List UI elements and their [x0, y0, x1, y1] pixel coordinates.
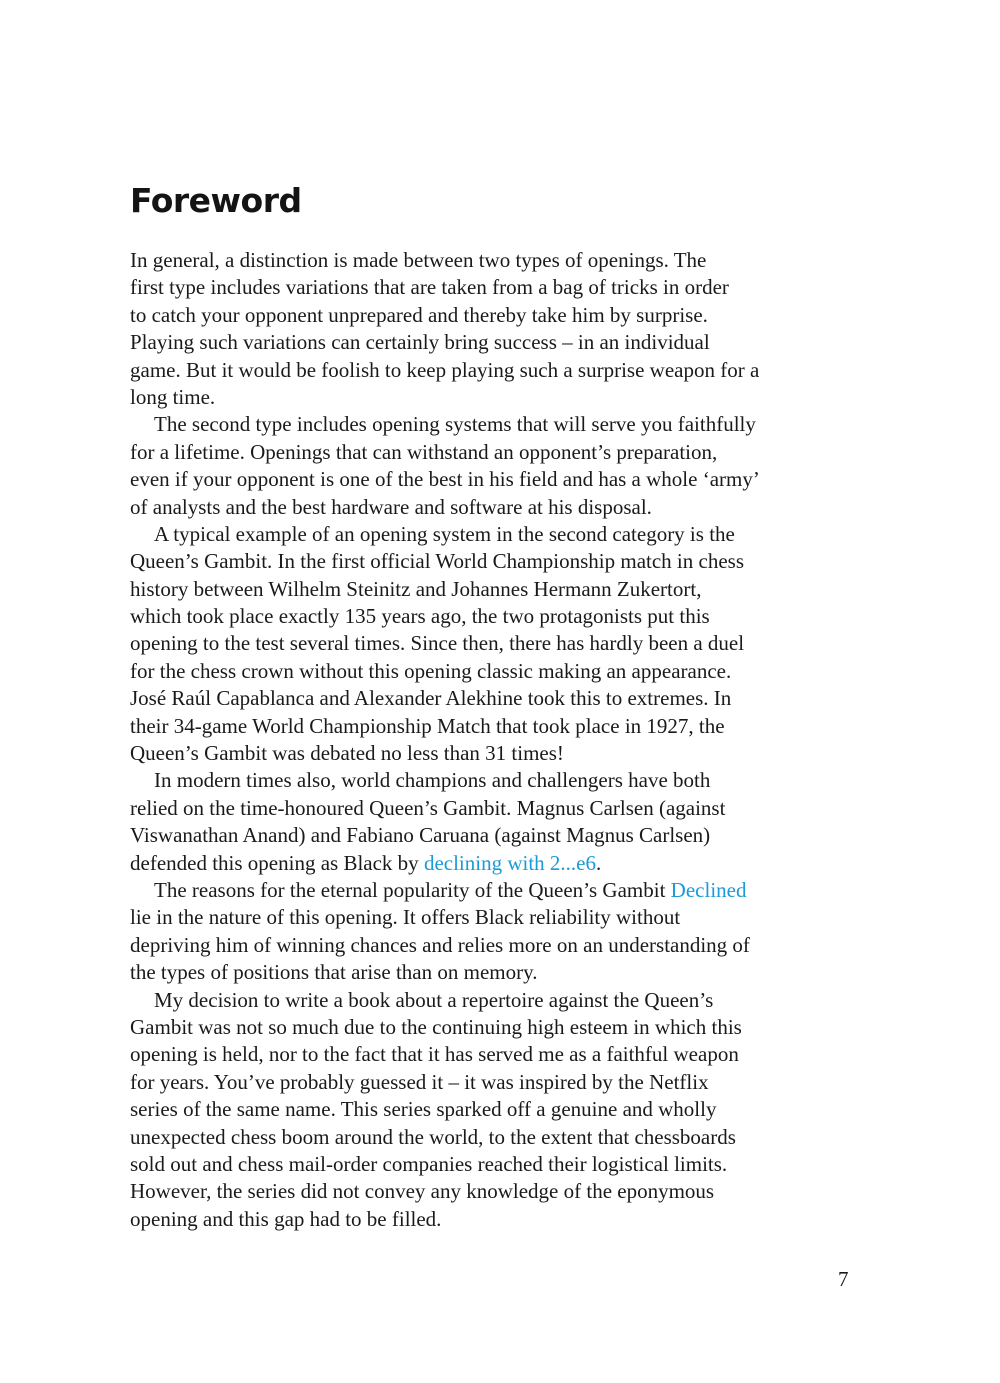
- page-number: 7: [838, 1267, 849, 1291]
- text-line: opening is held, nor to the fact that it has served me as a faithful weapon: [130, 1042, 739, 1067]
- text-line: Gambit was not so much due to the continuing high esteem in which this: [130, 1014, 742, 1039]
- text-line: unexpected chess boom around the world, to the extent that chessboards: [130, 1124, 736, 1149]
- text-line: In modern times also, world champions and challengers have both: [154, 768, 711, 793]
- text-line: Queen’s Gambit. In the first official World Championship match in chess: [130, 549, 745, 574]
- text-line: which took place exactly 135 years ago, the two protagonists put this: [130, 604, 710, 629]
- text-line: Queen’s Gambit was debated no less than 31 times!: [130, 741, 564, 766]
- text-line: The second type includes opening systems that will serve you faithfully: [154, 412, 756, 437]
- foreword-body: [130, 247, 870, 1233]
- text-line: In general, a distinction is made between two types of openings. The: [130, 248, 707, 272]
- text-line: However, the series did not convey any knowledge of the eponymous: [130, 1179, 715, 1204]
- text-line: José Raúl Capablanca and Alexander Alekhine took this to extremes. In: [130, 686, 732, 711]
- text-line: lie in the nature of this opening. It offers Black reliability without: [130, 905, 681, 930]
- text-line: of analysts and the best hardware and software at his disposal.: [130, 494, 652, 519]
- text-line: the types of positions that arise than on memory.: [130, 960, 538, 985]
- text-line: Playing such variations can certainly bring success – in an individual: [130, 330, 710, 355]
- text-line: for years. You’ve probably guessed it – it was inspired by the Netflix: [130, 1069, 709, 1094]
- text-line: history between Wilhelm Steinitz and Johannes Hermann Zukertort,: [130, 576, 702, 601]
- text-line: for the chess crown without this opening classic making an appearance.: [130, 658, 732, 683]
- text-segment: .: [596, 850, 602, 875]
- text-line: [130, 850, 870, 877]
- declining-with-e6-link[interactable]: declining with 2...e6: [423, 850, 596, 875]
- text-line: Viswanathan Anand) and Fabiano Caruana (against Magnus Carlsen): [130, 823, 711, 848]
- text-line: opening and this gap had to be filled.: [130, 1206, 442, 1231]
- text-line: series of the same name. This series sparked off a genuine and wholly: [130, 1097, 717, 1122]
- text-line: their 34-game World Championship Match that took place in 1927, the: [130, 713, 725, 738]
- text-line: My decision to write a book about a repertoire against the Queen’s: [154, 987, 714, 1012]
- declined-link[interactable]: Declined: [670, 877, 747, 902]
- text-line: game. But it would be foolish to keep playing such a surprise weapon for a: [130, 357, 760, 382]
- text-segment: The reasons for the eternal popularity of the Queen’s Gambit: [154, 877, 671, 902]
- text-line: to catch your opponent unprepared and thereby take him by surprise.: [130, 302, 708, 327]
- text-line: for a lifetime. Openings that can withstand an opponent’s preparation,: [130, 439, 718, 464]
- text-line: A typical example of an opening system in the second category is the: [154, 521, 735, 546]
- text-line: relied on the time-honoured Queen’s Gambit. Magnus Carlsen (against: [130, 795, 726, 820]
- text-segment: defended this opening as Black by: [130, 850, 424, 875]
- text-line: depriving him of winning chances and relies more on an understanding of: [130, 932, 750, 957]
- text-line: even if your opponent is one of the best in his field and has a whole ‘army’: [130, 467, 760, 492]
- text-line: long time.: [130, 384, 216, 409]
- text-line: sold out and chess mail-order companies reached their logistical limits.: [130, 1151, 728, 1176]
- page-title: Foreword: [130, 181, 302, 220]
- text-line: [130, 877, 870, 904]
- text-line: opening to the test several times. Since then, there has hardly been a duel: [130, 631, 745, 656]
- text-line: first type includes variations that are taken from a bag of tricks in order: [130, 275, 729, 300]
